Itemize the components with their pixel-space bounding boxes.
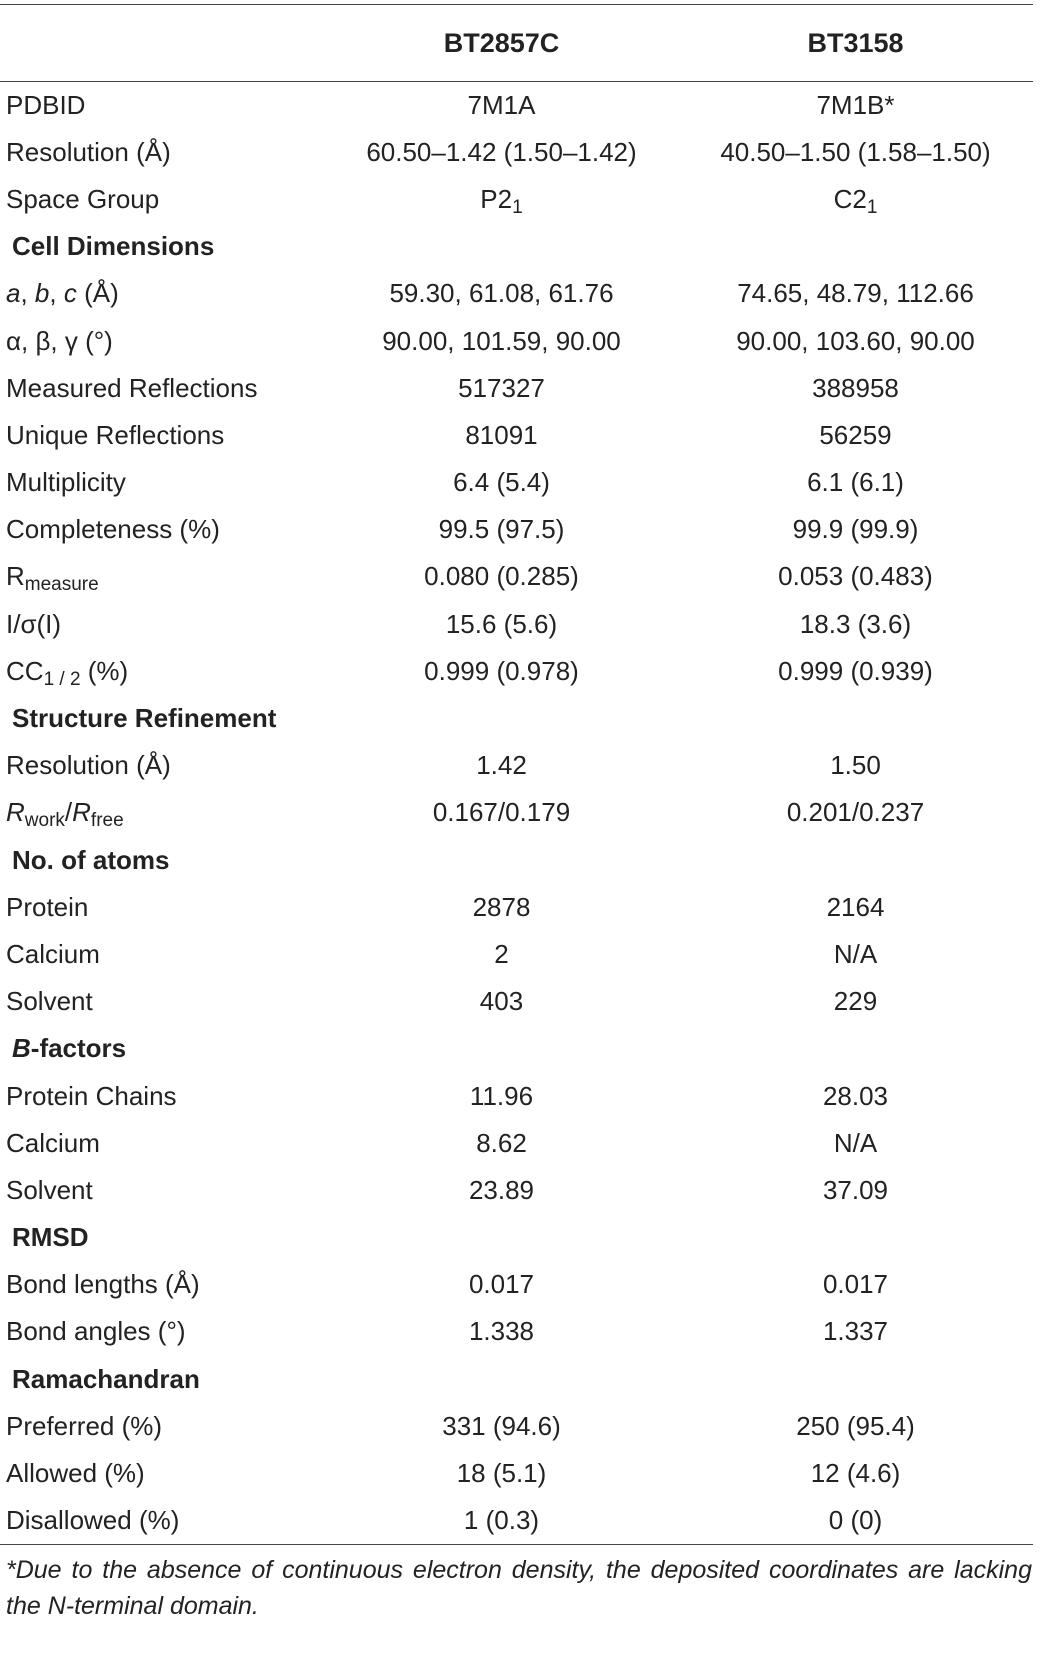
- section-heading: No. of atoms: [12, 844, 170, 875]
- value-bt3158: 0.999 (0.939): [778, 655, 933, 686]
- row-unique-reflections: [0, 412, 1033, 459]
- value-bt3158: 56259: [819, 419, 892, 450]
- row-label: [0, 789, 325, 836]
- label-a: a: [6, 278, 21, 309]
- label-slash: /: [64, 797, 73, 828]
- label-rest: -factors: [30, 1033, 127, 1064]
- space-group-subscript: 1: [866, 196, 878, 218]
- row-label: Completeness (%): [6, 514, 220, 545]
- label-unit: (%): [80, 655, 129, 686]
- value-bt2857c: 18 (5.1): [456, 1458, 547, 1489]
- row-disallowed: [0, 1497, 1033, 1544]
- value-bt2857c: 0.999 (0.978): [424, 655, 579, 686]
- value-bt2857c: 11.96: [469, 1080, 534, 1111]
- section-heading: [0, 1025, 1033, 1072]
- value-bt3158: 1.50: [830, 750, 881, 781]
- row-resolution: [0, 129, 1033, 176]
- value-bt3158: 99.9 (99.9): [792, 514, 919, 545]
- row-label: [0, 270, 325, 317]
- section-structure-refinement: [0, 695, 1033, 742]
- label-subscript: 1 / 2: [43, 668, 81, 690]
- row-label: α, β, γ (°): [6, 325, 113, 356]
- value-bt2857c: 403: [479, 986, 524, 1017]
- row-label: Disallowed (%): [0, 1497, 325, 1544]
- row-solvent-atoms: [0, 978, 1033, 1025]
- row-label: Space Group: [6, 183, 160, 214]
- row-refinement-resolution: [0, 742, 1033, 789]
- value-bt2857c: 1.42: [476, 750, 527, 781]
- label-r-work: R: [6, 797, 25, 828]
- row-label: Calcium: [6, 938, 100, 969]
- section-heading: RMSD: [12, 1222, 89, 1253]
- value-bt3158: 0.017: [822, 1269, 889, 1300]
- value-bt2857c: [325, 176, 678, 223]
- section-heading: Cell Dimensions: [12, 231, 215, 262]
- row-label: PDBID: [6, 89, 86, 120]
- section-rmsd: [0, 1214, 1033, 1261]
- row-calcium-atoms: [0, 931, 1033, 978]
- row-multiplicity: [0, 459, 1033, 506]
- row-label: Resolution (Å): [6, 136, 171, 167]
- value-bt3158: 0.053 (0.483): [778, 561, 933, 592]
- value-bt2857c: 81091: [465, 419, 538, 450]
- label-r: R: [6, 561, 25, 592]
- value-bt2857c: 1 (0.3): [325, 1497, 678, 1544]
- space-group-base: C2: [833, 183, 867, 214]
- label-cc: CC: [6, 655, 44, 686]
- value-bt3158: N/A: [833, 938, 878, 969]
- row-rmeasure: [0, 553, 1033, 600]
- row-angles: [0, 317, 1033, 364]
- row-label: Solvent: [6, 1174, 93, 1205]
- value-bt3158: 0 (0): [678, 1497, 1033, 1544]
- row-label: I/σ(I): [6, 608, 62, 639]
- value-bt3158: 250 (95.4): [796, 1410, 915, 1441]
- value-bt2857c: 517327: [458, 372, 545, 403]
- row-space-group: [0, 176, 1033, 223]
- section-b-factors: [0, 1025, 1033, 1072]
- value-bt3158: 7M1B*: [816, 89, 895, 120]
- table-footnote: *Due to the absence of continuous electron density, the deposited coordinates are lacking the N-terminal domain.: [6, 1556, 1032, 1620]
- value-bt2857c: 0.017: [468, 1269, 535, 1300]
- value-bt2857c: 59.30, 61.08, 61.76: [389, 278, 614, 309]
- value-bt2857c: 0.167/0.179: [432, 797, 571, 828]
- value-bt2857c: 1.338: [468, 1316, 535, 1347]
- row-measured-reflections: [0, 365, 1033, 412]
- row-solvent-b: [0, 1167, 1033, 1214]
- value-bt3158: 90.00, 103.60, 90.00: [736, 325, 975, 356]
- value-bt2857c: 99.5 (97.5): [438, 514, 565, 545]
- value-bt3158: 40.50–1.50 (1.58–1.50): [720, 136, 991, 167]
- header-row: [0, 5, 1033, 82]
- row-label: Protein Chains: [6, 1080, 177, 1111]
- row-completeness: [0, 506, 1033, 553]
- header-bt3158: BT3158: [678, 5, 1033, 82]
- label-unit: (Å): [76, 278, 119, 309]
- row-abc: [0, 270, 1033, 317]
- value-bt2857c: 60.50–1.42 (1.50–1.42): [366, 136, 637, 167]
- section-heading: Ramachandran: [12, 1363, 200, 1394]
- value-bt2857c: 90.00, 101.59, 90.00: [382, 325, 621, 356]
- value-bt2857c: 15.6 (5.6): [445, 608, 558, 639]
- value-bt3158: 6.1 (6.1): [807, 467, 904, 498]
- value-bt2857c: 6.4 (5.4): [453, 467, 550, 498]
- row-allowed: [0, 1450, 1033, 1497]
- row-label: Protein: [6, 891, 89, 922]
- value-bt2857c: 2: [494, 938, 509, 969]
- value-bt2857c: 2878: [472, 891, 531, 922]
- value-bt3158: 37.09: [822, 1174, 889, 1205]
- label-sep: ,: [49, 278, 64, 309]
- value-bt3158: 229: [833, 986, 878, 1017]
- label-r-free: R: [72, 797, 91, 828]
- value-bt3158: 388958: [812, 372, 899, 403]
- row-label: Preferred (%): [6, 1410, 163, 1441]
- label-b: b: [34, 278, 50, 309]
- value-bt3158: 74.65, 48.79, 112.66: [737, 278, 974, 309]
- row-preferred: [0, 1403, 1033, 1450]
- label-subscript: measure: [24, 574, 99, 596]
- row-bond-lengths: [0, 1261, 1033, 1308]
- value-bt2857c: 23.89: [468, 1174, 535, 1205]
- header-empty: [0, 5, 325, 82]
- row-protein: [0, 884, 1033, 931]
- value-bt2857c: 7M1A: [467, 89, 536, 120]
- label-subscript: work: [24, 810, 65, 832]
- row-protein-chains: [0, 1072, 1033, 1119]
- section-cell-dimensions: [0, 223, 1033, 270]
- value-bt3158: 18.3 (3.6): [799, 608, 912, 639]
- value-bt3158: N/A: [833, 1127, 878, 1158]
- row-label: Bond angles (°): [6, 1316, 186, 1347]
- value-bt3158: 0.201/0.237: [786, 797, 925, 828]
- row-label: Calcium: [6, 1127, 100, 1158]
- section-ramachandran: [0, 1356, 1033, 1403]
- row-label: Allowed (%): [6, 1458, 145, 1489]
- row-label: Multiplicity: [6, 467, 126, 498]
- label-b: B: [12, 1033, 31, 1064]
- section-no-of-atoms: [0, 837, 1033, 884]
- space-group-base: P2: [480, 183, 513, 214]
- row-label: Bond lengths (Å): [6, 1269, 200, 1300]
- row-label: [0, 648, 325, 695]
- row-calcium-b: [0, 1120, 1033, 1167]
- value-bt2857c: 8.62: [476, 1127, 527, 1158]
- value-bt3158: 1.337: [822, 1316, 889, 1347]
- value-bt2857c: 331 (94.6): [442, 1410, 561, 1441]
- value-bt3158: 12 (4.6): [810, 1458, 901, 1489]
- row-bond-angles: [0, 1308, 1033, 1355]
- label-sep: ,: [20, 278, 35, 309]
- row-label: Measured Reflections: [6, 372, 258, 403]
- section-heading: Structure Refinement: [12, 703, 277, 734]
- header-bt2857c: BT2857C: [325, 5, 678, 82]
- crystallography-table: [0, 4, 1033, 1545]
- row-i-sigma: [0, 601, 1033, 648]
- value-bt2857c: 0.080 (0.285): [424, 561, 579, 592]
- label-subscript: free: [90, 810, 124, 832]
- row-label: Resolution (Å): [6, 750, 171, 781]
- row-cc-half: [0, 648, 1033, 695]
- row-rwork-rfree: [0, 789, 1033, 836]
- row-label: Solvent: [6, 986, 93, 1017]
- space-group-subscript: 1: [512, 196, 523, 218]
- row-label: [0, 553, 325, 600]
- value-bt3158: 28.03: [822, 1080, 889, 1111]
- value-bt3158: [678, 176, 1033, 223]
- label-c: c: [63, 278, 77, 309]
- row-label: Unique Reflections: [6, 419, 225, 450]
- value-bt3158: 2164: [826, 891, 885, 922]
- row-pdbid: [0, 82, 1033, 129]
